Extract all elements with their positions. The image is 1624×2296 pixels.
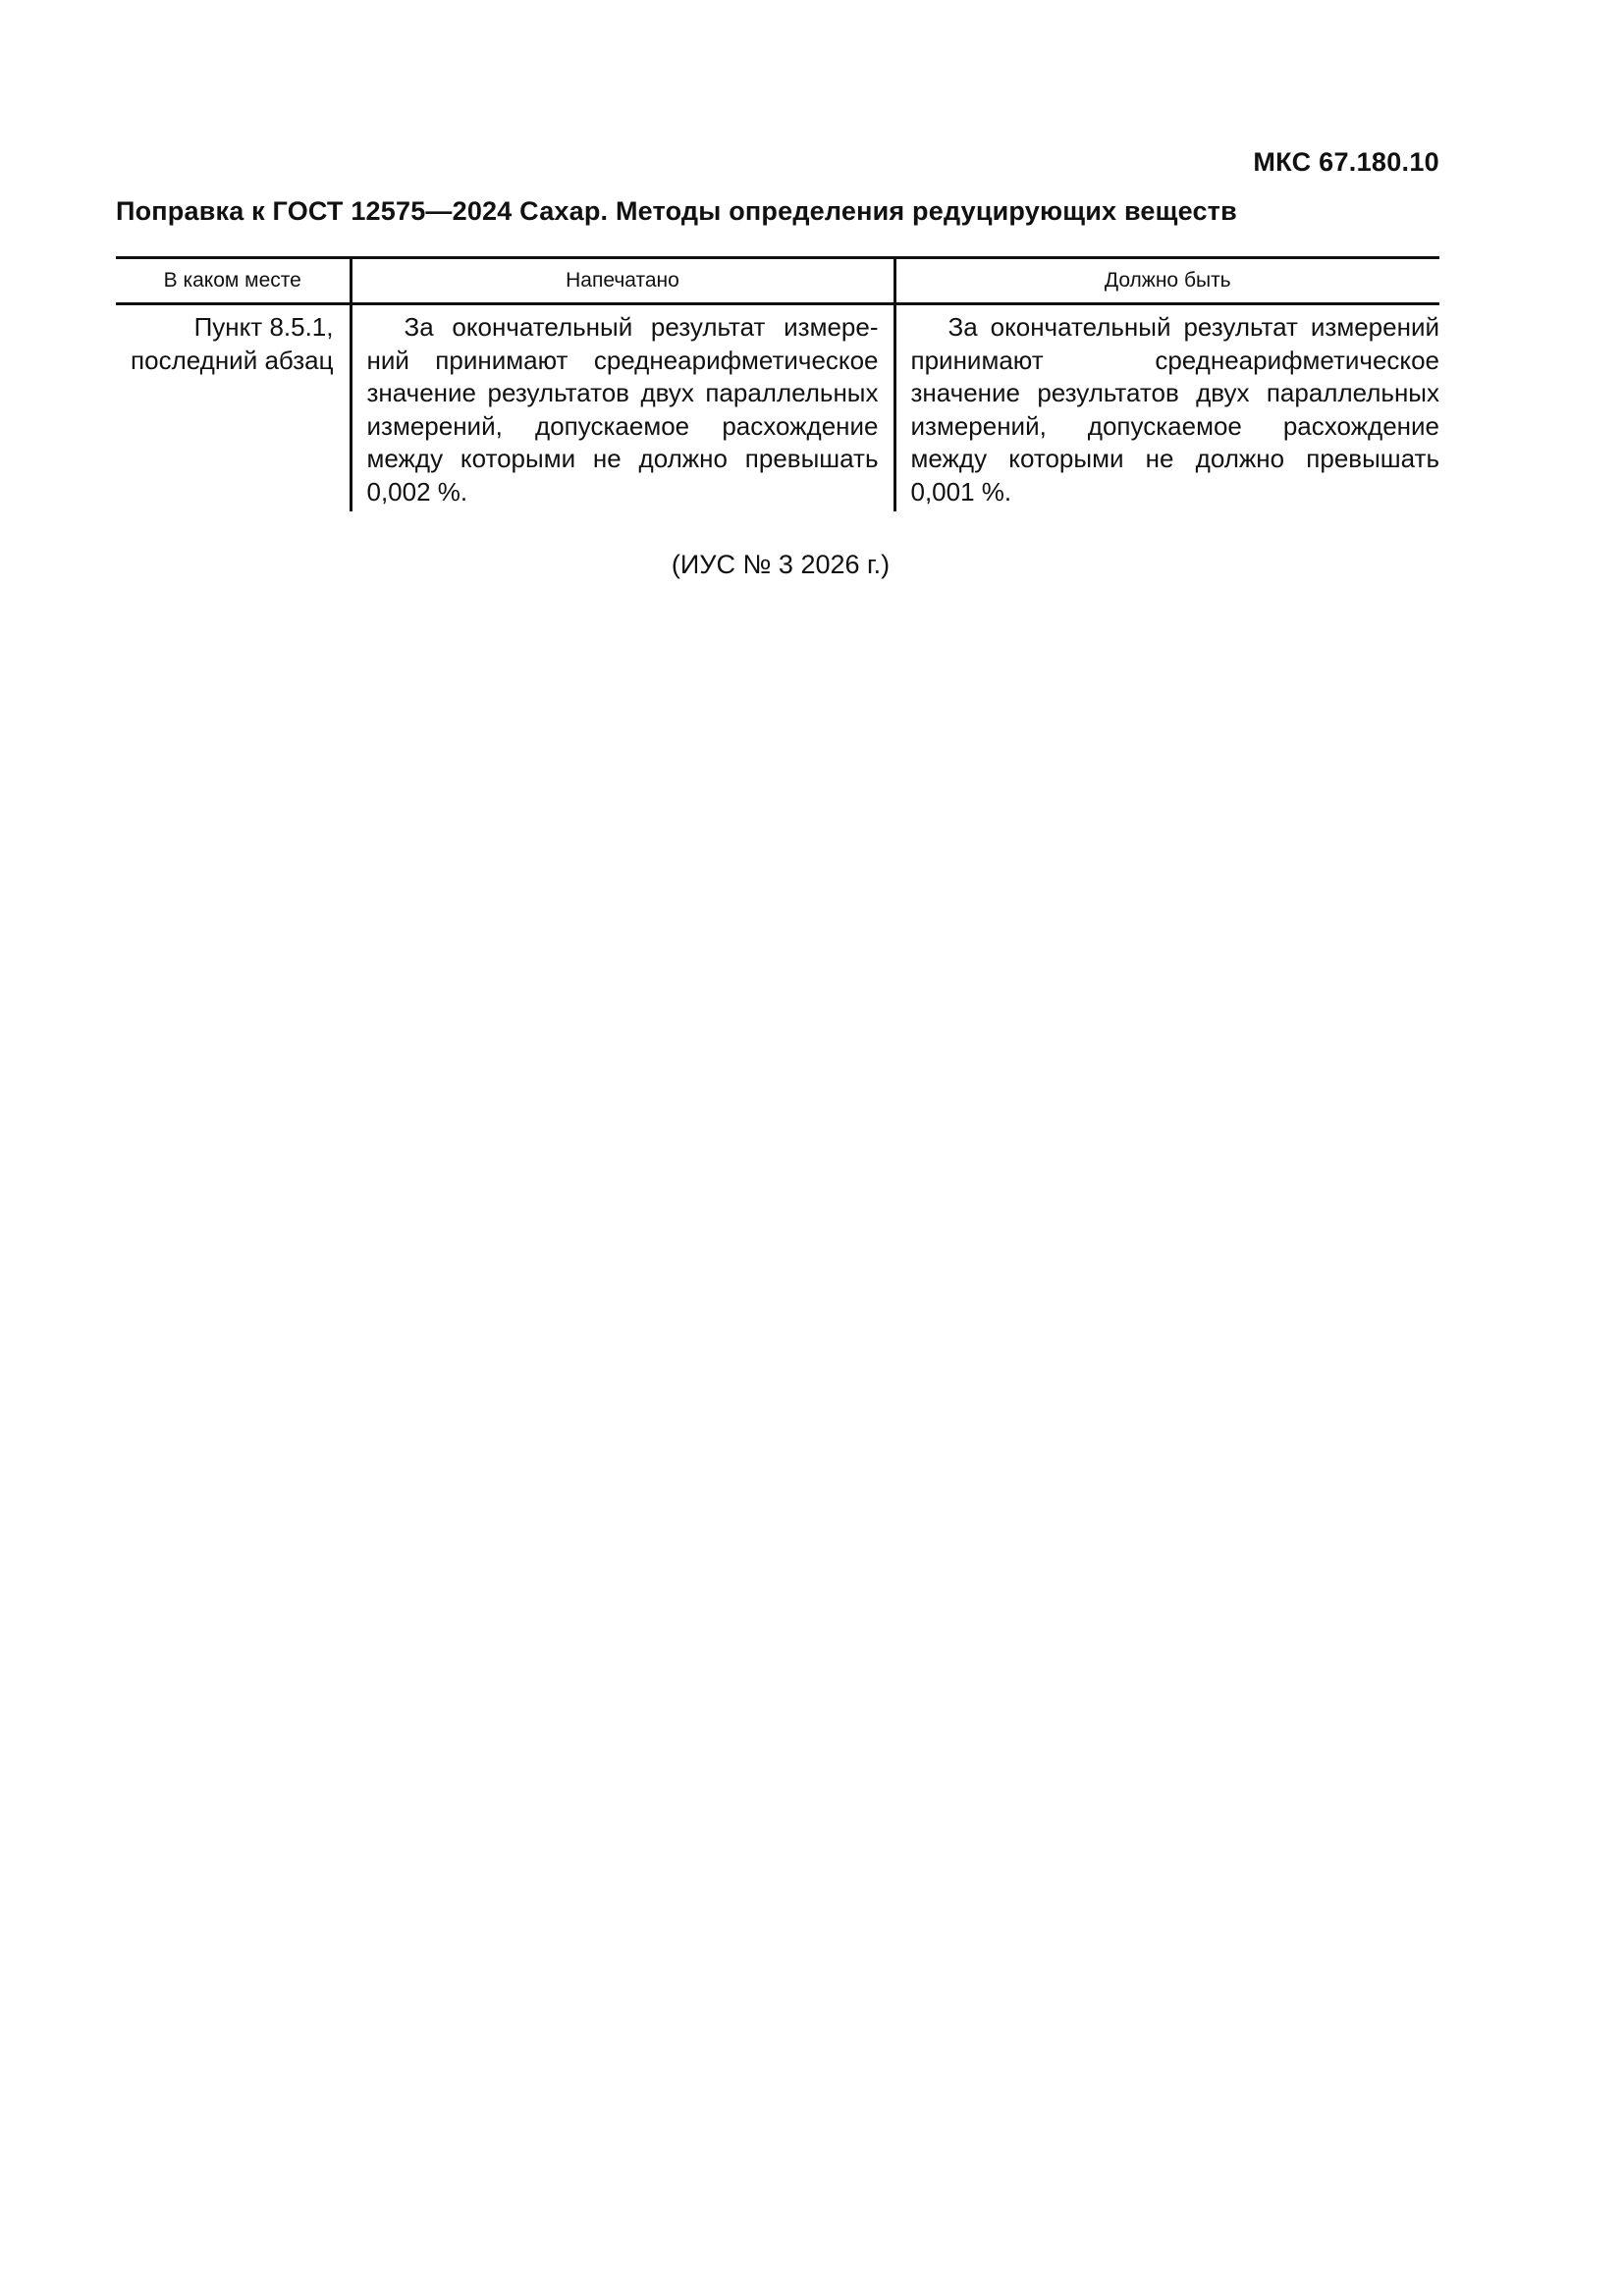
table-row: [116, 304, 1439, 512]
document-title: Поправка к ГОСТ 12575—2024 Сахар. Методы определения редуцирующих веществ: [116, 196, 1237, 226]
table-header-row: [116, 258, 1439, 304]
place-line-1: Пункт 8.5.1,: [193, 312, 334, 342]
mks-code: МКС 67.180.10: [1253, 147, 1439, 177]
ius-reference: (ИУС № 3 2026 г.): [671, 550, 891, 579]
correction-table: [116, 256, 1439, 511]
cell-place: [116, 304, 351, 512]
cell-printed: За окончательный результат измерений принимают среднеарифметическое значение результатов двух параллельных измерений, допускаемое расхождение между которыми не должно превышать 0,002 %.: [351, 304, 894, 512]
place-line-2: последний абзац: [131, 345, 334, 375]
column-header-should-be: Должно быть: [894, 258, 1439, 304]
column-header-place: В каком месте: [116, 258, 351, 304]
column-header-printed: Напечатано: [351, 258, 894, 304]
cell-should-be: За окончательный результат измерений принимают среднеарифметическое значение результатов двух параллельных измерений, допускаемое расхождение между которыми не должно превышать 0,001 %.: [894, 304, 1439, 512]
